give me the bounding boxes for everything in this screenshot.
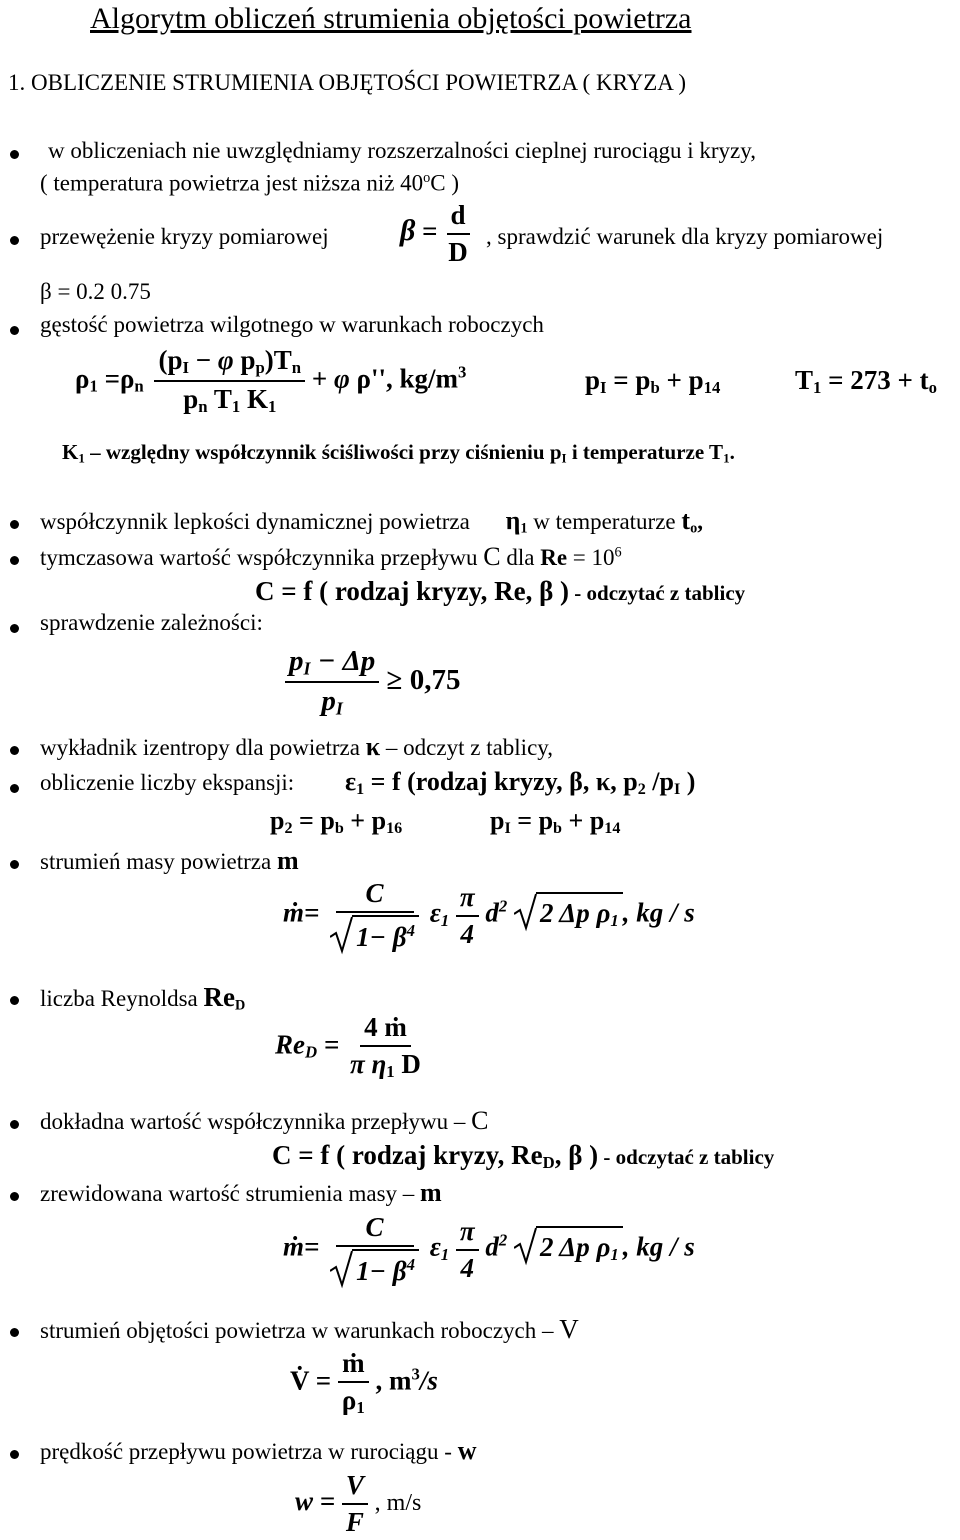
item-exact-coefficient: dokładna wartość współczynnika przepływu – C xyxy=(40,1106,489,1135)
item-density: gęstość powietrza wilgotnego w warunkach roboczych xyxy=(40,312,544,337)
bullet-icon xyxy=(10,520,19,529)
item-temperature-note: ( temperatura powietrza jest niższa niż 40$^o$C ) xyxy=(40,170,460,196)
item-constriction: przewężenie kryzy pomiarowej xyxy=(40,224,329,249)
bullet-icon xyxy=(10,1120,19,1129)
item-revised-mass-flow: zrewidowana wartość strumienia masy – m xyxy=(40,1178,442,1207)
reynolds-formula: $Re_D$ = $\frac{\text{4 ṁ}}{\pi \eta_1 D}$ xyxy=(275,1012,421,1082)
k1-definition: $K_1$ – względny współczynnik ściśliwości przy ciśnieniu $p_I$ i temperaturze $T_1$. xyxy=(62,440,735,466)
item-reynolds: liczba Reynoldsa $Re_D$ xyxy=(40,982,246,1014)
c2-table-lookup: C = f ( rodzaj kryzy, $Re_D$, β ) - odczytać z tablicy xyxy=(272,1140,775,1173)
item-isentropic-exponent: wykładnik izentropy dla powietrza κ – odczyt z tablicy, xyxy=(40,732,554,761)
item-check: sprawdzenie zależności: xyxy=(40,610,263,635)
bullet-icon xyxy=(10,556,19,565)
bullet-icon xyxy=(10,236,19,245)
item-viscosity: współczynnik lepkości dynamicznej powietrza $\eta_1$ w temperaturze $t_o$, xyxy=(40,506,703,537)
bullet-icon xyxy=(10,784,19,793)
pI-formula: $p_I = p_b + p_{14}$ xyxy=(585,365,721,398)
item-flow-coefficient: tymczasowa wartość współczynnika przepływu C dla $Re = 10^6$ xyxy=(40,542,622,571)
item-thermal-expansion: w obliczeniach nie uwzględniamy rozszerzalności cieplnej rurociągu i kryzy, xyxy=(48,138,757,163)
page-title: Algorytm obliczeń strumienia objętości powietrza xyxy=(90,2,692,35)
velocity-formula: w = $\frac{V}{F}$ , m/s xyxy=(295,1470,422,1537)
beta-formula: β = $\frac{d}{D}$ xyxy=(400,200,468,267)
volume-flow-formula: V̇ = $\frac{\text{ṁ}}{\rho_1}$ , $m^3/s$ xyxy=(290,1348,438,1418)
revised-mass-flow-formula: ṁ= $\frac{C}{1- \beta^4}$ $\varepsilon_1$ $\frac{\pi}{4}$ $d^2$ 2 Δp $\rho_1$ , kg / s xyxy=(283,1212,695,1287)
item-check-condition: , sprawdzić warunek dla kryzy pomiarowej xyxy=(486,224,884,249)
epsilon-formula: $\varepsilon_1 = f$ (rodzaj kryzy, β, κ, $p_2$ $/p_I$ ) xyxy=(345,767,696,799)
bullet-icon xyxy=(10,1192,19,1201)
c-table-lookup: C = f ( rodzaj kryzy, Re, β ) - odczytać z tablicy xyxy=(255,576,746,606)
bullet-icon xyxy=(10,624,19,633)
beta-range: β = 0.2 0.75 xyxy=(40,279,151,304)
bullet-icon xyxy=(10,746,19,755)
bullet-icon xyxy=(10,326,19,335)
item-expansion: obliczenie liczby ekspansji: xyxy=(40,770,295,795)
bullet-icon xyxy=(10,1328,19,1337)
p2-formula: $p_2 = p_b + p_{16}$ xyxy=(270,806,403,838)
bullet-icon xyxy=(10,1450,19,1459)
mass-flow-formula: ṁ= $\frac{C}{1- \beta^4}$ $\varepsilon_1$ $\frac{\pi}{4}$ $d^2$ 2 Δp $\rho_1$ , kg / s xyxy=(283,878,695,953)
density-formula: $\rho_1 =\rho_n$ $\frac{(p_I - \varphi p_p)T_n}{p_n T_1 K_1}$ + φ ρ'', $kg/m^3$ xyxy=(75,345,467,417)
T1-formula: $T_1 = 273 + t_o$ xyxy=(795,365,938,398)
bullet-icon xyxy=(10,150,19,159)
section-heading: 1. OBLICZENIE STRUMIENIA OBJĘTOŚCI POWIETRZA ( KRYZA ) xyxy=(8,70,687,95)
pressure-ratio-formula: $\frac{p_I - \Delta p}{p_I}$ ≥ 0,75 xyxy=(285,645,460,720)
bullet-icon xyxy=(10,996,19,1005)
pI-sum-formula: $p_I = p_b + p_{14}$ xyxy=(490,806,621,838)
item-velocity: prędkość przepływu powietrza w rurociągu - w xyxy=(40,1436,477,1465)
item-volume-flow: strumień objętości powietrza w warunkach roboczych – V xyxy=(40,1314,579,1344)
item-mass-flow: strumień masy powietrza m xyxy=(40,846,299,875)
bullet-icon xyxy=(10,860,19,869)
